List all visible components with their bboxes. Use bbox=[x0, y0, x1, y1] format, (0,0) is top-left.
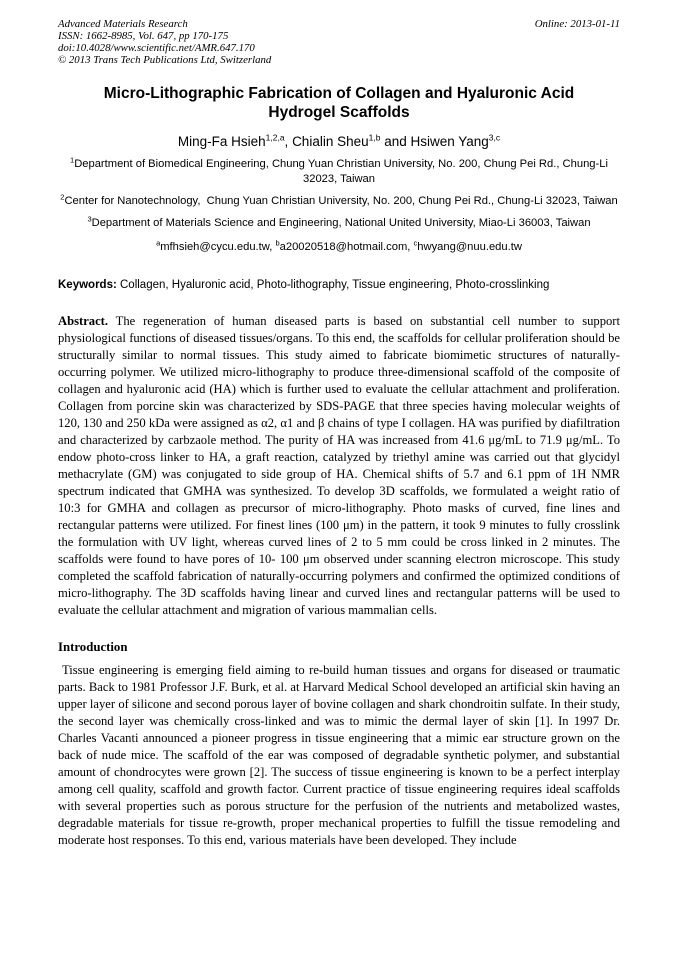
affiliation-3 bbox=[58, 216, 620, 231]
author-affiliation-superscript: 1,2,a bbox=[265, 132, 285, 143]
authors-line bbox=[58, 133, 620, 150]
abstract-label: Abstract. bbox=[58, 314, 109, 328]
email-address: mfhsieh@cycu.edu.tw bbox=[160, 241, 270, 253]
author-affiliation-superscript: 1,b bbox=[368, 132, 381, 143]
keywords-label: Keywords: bbox=[58, 279, 117, 291]
affiliation-number-superscript: 2 bbox=[60, 192, 65, 202]
abstract-paragraph bbox=[58, 313, 620, 619]
abstract-text: The regeneration of human diseased parts is based on substantial cell number to support physiological functions of diseased tissues/organs. To this end, the scaffolds for cellular proliferation should be structurally similar to normal tissues. This study aimed to fabricate biomimetic structures of naturally-occurring polymer. We utilized micro-lithography to produce three-dimensional scaffold of the composite of collagen and hyaluronic acid (HA) which is further used to evaluate the cellular attachment and proliferation. Collagen from porcine skin was characterized by SDS-PAGE that three species having molecular weights of 120, 130 and 250 kDa were assigned as α2, α1 and β chains of type I collagen. HA was purified by diafiltration and characterized by carbzaole method. The purity of HA was increased from 41.6 μg/mL to 71.9 μg/mL. To endow photo-cross linker to HA, a graft reaction, catalyzed by triethyl amine was carried out that glycidyl methacrylate (GM) was conjugated to side group of HA. Chemical shifts of 5.7 and 6.1 ppm of 1H NMR spectrum indicated that GMHA was synthesized. To develop 3D scaffolds, we formulated a weight ratio of 10:3 for GMHA and collagen as precursor of micro-lithography. Photo masks of curved, fine lines and rectangular patterns were utilized. For finest lines (100 μm) in the pattern, it took 9 minutes to fully crosslink the formulation with UV light, whereas curved lines of 2 to 5 mm could be cross linked in 2 minutes. The scaffolds were found to have pores of 10- 100 μm observed under scanning electron microscope. This study completed the scaffold fabrication of naturally-occurring polymers and confirmed the optimized conditions of micro-lithography. The 3D scaffolds having linear and curved lines and rectangular patterns will be used to evaluate the cellular attachment and migration of various mammalian cells. bbox=[58, 314, 620, 617]
journal-header-left bbox=[58, 18, 271, 66]
author-name: Chialin Sheu bbox=[292, 134, 369, 149]
email-letter-superscript: c bbox=[413, 238, 418, 248]
paper-title: Micro-Lithographic Fabrication of Collagen and Hyaluronic Acid Hydrogel Scaffolds bbox=[103, 85, 575, 121]
affiliation-number-superscript: 1 bbox=[70, 155, 75, 165]
affiliation-2 bbox=[58, 194, 620, 209]
email-separator: , bbox=[269, 241, 276, 253]
email-separator: , bbox=[407, 241, 414, 253]
emails-line bbox=[58, 240, 620, 254]
copyright-line: © 2013 Trans Tech Publications Ltd, Switzerland bbox=[58, 54, 272, 66]
affiliation-text: Department of Biomedical Engineering, Chung Yuan Christian University, No. 200, Chung Pei Rd., Chung-Li 32023, Taiwan bbox=[74, 158, 612, 185]
author-name: Ming-Fa Hsieh bbox=[177, 134, 266, 149]
introduction-paragraph: Tissue engineering is emerging field aiming to re-build human tissues and organs for diseased or traumatic parts. Back to 1981 Professor J.F. Burk, et al. at Harvard Medical School developed an artificial skin having an upper layer of silicone and second porous layer of bovine collagen and shark chondroitin sulfate. In their study, the second layer was chemically cross-linked and was to mimic the dermal layer of skin [1]. In 1997 Dr. Charles Vacanti announced a pioneer progress in tissue engineering that a mimic ear structure grown on the back of nude mice. The scaffold of the ear was composed of degradable synthetic polymer, and substantial amount of chondrocytes were grown [2]. The success of tissue engineering is known to be a perfect interplay among cell quality, scaffold and growth factor. Current practice of tissue engineering requires ideal scaffolds with several properties such as porous structure for the perfusion of the nutrients and metabolized wastes, degradable materials for tissue re-growth, proper mechanical properties to fulfill the tissue remodeling and moderate host responses. To this end, various materials have been developed. They include bbox=[58, 663, 620, 847]
affiliation-number-superscript: 3 bbox=[87, 214, 92, 224]
section-heading-introduction: Introduction bbox=[58, 640, 128, 654]
issn-volume-line: ISSN: 1662-8985, Vol. 647, pp 170-175 bbox=[58, 30, 229, 42]
online-date: Online: 2013-01-11 bbox=[534, 18, 620, 30]
keywords-line bbox=[58, 278, 620, 292]
keywords-list: Collagen, Hyaluronic acid, Photo-lithography, Tissue engineering, Photo-crosslinking bbox=[120, 279, 550, 291]
author-affiliation-superscript: 3,c bbox=[488, 132, 501, 143]
affiliation-1 bbox=[58, 157, 620, 187]
email-letter-superscript: a bbox=[156, 238, 161, 248]
journal-header bbox=[58, 18, 620, 66]
email-address: hwyang@nuu.edu.tw bbox=[417, 241, 522, 253]
journal-name: Advanced Materials Research bbox=[58, 18, 188, 30]
affiliation-text: Department of Materials Science and Engineering, National United University, Miao-Li 36003, Taiwan bbox=[91, 217, 591, 229]
doi-line: doi:10.4028/www.scientific.net/AMR.647.170 bbox=[58, 42, 255, 54]
author-name: Hsiwen Yang bbox=[410, 134, 489, 149]
author-separator: , bbox=[284, 134, 293, 149]
email-letter-superscript: b bbox=[275, 238, 280, 248]
email-address: a20020518@hotmail.com bbox=[279, 241, 408, 253]
author-separator: and bbox=[380, 134, 411, 149]
affiliation-text: Center for Nanotechnology, Chung Yuan Christian University, No. 200, Chung Pei Rd., Chung-Li 32023, Taiwan bbox=[64, 195, 618, 207]
